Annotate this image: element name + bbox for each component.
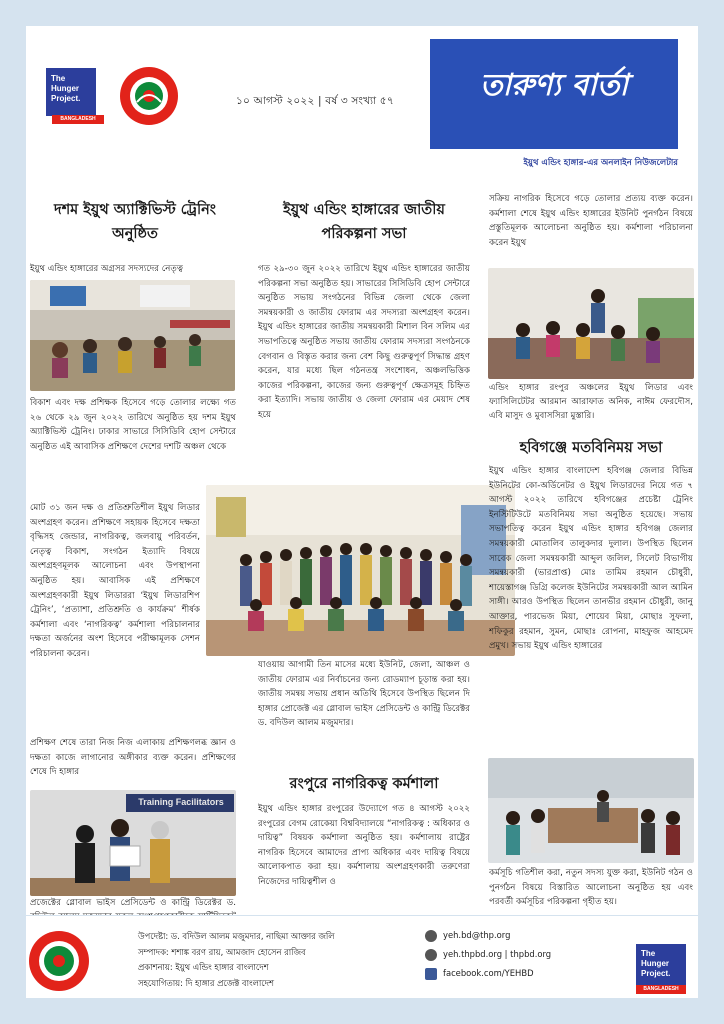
logo-country: BANGLADESH — [52, 115, 104, 124]
email-icon — [425, 930, 437, 942]
issue-line: ১০ আগস্ট ২০২২ | বর্ষ ৩ সংখ্যা ৫৭ — [236, 95, 394, 107]
article1-lead: ইয়ুথ এন্ডিং হাঙ্গারের অগ্রসর সদস্যদের নেতৃত্ব — [30, 264, 183, 274]
logo-line: The — [641, 949, 656, 958]
article5-body: ইয়ুথ এন্ডিং হাঙ্গার রংপুরের উদ্যোগে গত ৪ আগস্ট ২০২২ রংপুরের বেগম রোকেয়া বিশ্ববিদ্যালয়ে “নাগরিকত্ব : অধিকার ও দায়িত্ব” বিষয়ক কর্মশালা অনুষ্ঠিত হয়। কর্মশালায় রাষ্ট্রের নাগরিক হিসেবে আমাদের প্রাপ্য অধিকার এবং দায়িত্ব বিষয়ে আলোকপাত করা হয়। কর্মশালায় অংশগ্রহণকারী তরুণেরা নিজেদের দায়িত্বশীল ও — [258, 804, 470, 887]
article2-continued: যাওয়ায় আগামী তিন মাসের মধ্যে ইউনিট, জেলা, আঞ্চল ও জাতীয় ফোরাম এর নির্বাচনের জন্য রোডম্যাপ চূড়ান্ত করা হয়। জাতীয় সমন্বয় সভায় প্রধান অতিথি হিসেবে উপস্থিত ছিলেন দি হাঙ্গার প্রোজেক্ট এর গ্লোবাল ভাইস প্রেসিডেন্ট ও কান্ট্রি ডিরেক্টর ড. বদিউল আলম মজুমদার। — [258, 660, 470, 729]
article1-para3: প্রশিক্ষণ শেষে তারা নিজ নিজ এলাকায় প্রশিক্ষণলব্ধ জ্ঞান ও দক্ষতা কাজে লাগানোর অঙ্গীকার ব্যক্ত করেন। প্রশিক্ষণের শেষে দি হাঙ্গার — [30, 738, 236, 778]
facebook-icon — [425, 968, 437, 980]
logo-line: Hunger — [641, 959, 669, 968]
group-photo — [206, 485, 515, 656]
footer — [26, 915, 698, 997]
article2-title: ইয়ুথ এন্ডিং হাঙ্গারের জাতীয় পরিকল্পনা সভা — [283, 202, 445, 242]
article1-para1: বিকাশ এবং দক্ষ প্রশিক্ষক হিসেবে গড়ে তোলার লক্ষ্যে গত ২৬ থেকে ২৯ জুন ২০২২ তারিখে অনুষ্ঠিত হয় দশম ইয়ুথ অ্যাক্টিভিস্ট ট্রেনিং। ঢাকার সাভারে সিসিডিবি হোপ সেন্টারে অনুষ্ঠিত এই আবাসিক প্রশিক্ষণে দেশের দশটি অঞ্চল থেকে — [30, 398, 236, 452]
youth-ending-hunger-logo — [119, 66, 179, 126]
newsletter-page — [26, 26, 698, 998]
article4-body: ইয়ুথ এন্ডিং হাঙ্গার বাংলাদেশ হবিগঞ্জ জেলার বিভিন্ন ইউনিটের কো-অর্ডিনেটর ও ইয়ুথ লিডারদের নিয়ে গত ৭ আগস্ট ২০২২ তারিখে হবিগঞ্জের প্রচেষ্টা ট্রেনিং ইনস্টিটিউটে মতবিনিময় সভা অনুষ্ঠিত হয়েছে। সভায় সভাপতিত্ব করেন ইয়ুথ এন্ডিং হাঙ্গার হবিগঞ্জ জেলার সমন্বয়কারী মোতালিব তালুকদার দুলাল। উপস্থিত ছিলেন সাবেক জেলা সমন্বয়কারী আব্দুল জলিল, সিলেট বিভাগীয় সমন্বয়কারী (ভারপ্রাপ্ত) মোঃ তামিম রহমান চৌধুরী, শায়েস্তাগঞ্জ ডিগ্রি কলেজ ইউনিটের সমন্বয়কারী আল আমিন সাঙ্গী। আরও উপস্থিত ছিলেন তানভীর রহমান চৌধুরী, জানু আক্তার, পারভেজ মিয়া, শোয়েব মিয়া, মোছাঃ সুফলা, শফিকুর রহমান, সুমন, মোছাঃ রোপনা, মাহফুজ আহমেদ প্রমুখ। সভায় ইয়ুথ এন্ডিং হাঙ্গারের — [489, 466, 693, 652]
logo-line: The — [51, 74, 66, 83]
hunger-project-logo — [46, 68, 96, 122]
habiganj-meeting-photo — [488, 758, 694, 863]
article2-body: গত ২৯-৩০ জুন ২০২২ তারিখে ইয়ুথ এন্ডিং হাঙ্গারের জাতীয় পরিকল্পনা সভা অনুষ্ঠিত হয়। সাভারের সিসিডিবি হোপ সেন্টারে অনুষ্ঠিত সভায় সংগঠনের বিভিন্ন জেলা থেকে জেলা সমন্বয়কারী ও জাতীয় ফোরাম এর সদস্যরা অংশগ্রহণ করেন। ইয়ুথ এন্ডিং হাঙ্গারের জাতীয় সমন্বয়কারী মিশাল বিন সলিম এর সভাপতিত্বে অনুষ্ঠিত সভায় জাতীয় ফোরাম সদস্যরা সংগঠনকে বেগবান ও বিস্তৃত করার জন্য বেশ কিছু গুরুত্বপূর্ণ সিদ্ধান্ত গ্রহণ করেন, যার মধ্যে ছিল গঠনতন্ত্র সংশোধন, অঞ্চলভিত্তিক কাজের পরিকল্পনা, কাজের জন্য গুরুত্বপূর্ণ ক্ষেত্রসমূহ চিহ্নিত করা ইত্যাদি। সভায় জাতীয় ও জেলা ফোরাম এর মেয়াদ শেষ হয়ে — [258, 264, 470, 420]
certificate-photo — [30, 790, 236, 896]
logo-line: Project. — [51, 94, 81, 103]
newsletter-title-box — [430, 39, 678, 149]
publisher-line: প্রকাশনায়: ইয়ুথ এন্ডিং হাঙ্গার বাংলাদেশ — [138, 962, 269, 972]
article1-para2: মোট ৩১ জন দক্ষ ও প্রতিশ্রুতিশীল ইয়ুথ লিডার অংশগ্রহণ করেন। প্রশিক্ষণে সহায়ক হিসেবে দক্ষতা বৃদ্ধিসহ জেন্ডার, নাগরিকত্ব, জলবায়ু পরিবর্তন, নেতৃত্ব বিকাশ, সংগঠন ইত্যাদি বিষয়ে অংশগ্রহণমূলক আলোচনা এবং উপস্থাপনা অনুষ্ঠিত হয়। আবাসিক এই প্রশিক্ষণে অংশগ্রহণকারী ইয়ুথ লিডাররা ‘ইয়ুথ লিডারশিপ ট্রেনিং’, ‘প্রত্যাশা, প্রতিশ্রুতি ও কার্যক্রম’ শীর্ষক কর্মশালা এবং ‘নাগরিকত্ব’ কর্মশালা পরিচালনার দক্ষতা অর্জনের অংশ হিসেবে পরীক্ষামূলক সেশন পরিচালনা করেন। — [30, 503, 200, 659]
editor-line: সম্পাদক: শশাঙ্ক বরণ রায়, আমজাদ হোসেন রাজিব — [138, 946, 306, 957]
article1-caption: প্রজেক্টের গ্লোবাল ভাইস প্রেসিডেন্ট ও কান্ট্রি ডিরেক্টর ড. — [30, 898, 236, 908]
banner-text: Training Facilitators — [138, 797, 224, 807]
footer-credits — [138, 929, 335, 991]
article3-caption: এন্ডিং হাঙ্গার রংপুর অঞ্চলের ইয়ুথ লিডার এবং ফ্যাসিলিটেটর আরমান আরাফাত অনিক, নাঈম ফেরদৌস, এবি মাসুদ ও মুবাসসিরা মুস্তারি। — [489, 383, 693, 421]
newsletter-title: তারুণ্য বার্তা — [479, 68, 629, 103]
facebook-link[interactable]: facebook.com/YEHBD — [443, 968, 534, 978]
logo-line: Project. — [641, 969, 671, 978]
footer-thp-logo — [636, 944, 686, 992]
globe-icon — [425, 949, 437, 961]
web-link[interactable]: yeh.thpbd.org | thpbd.org — [443, 949, 552, 959]
article5-title: রংপুরে নাগরিকত্ব কর্মশালা — [289, 776, 439, 792]
training-photo-1 — [30, 280, 235, 391]
masthead — [26, 26, 698, 186]
rangpur-workshop-photo — [488, 268, 694, 379]
logo-country: BANGLADESH — [636, 985, 686, 994]
footer-contact — [425, 926, 551, 983]
tagline: ইয়ুথ এন্ডিং হাঙ্গার-এর অনলাইন নিউজলেটার — [523, 158, 678, 168]
logo-line: Hunger — [51, 84, 79, 93]
article4-title: হবিগঞ্জে মতবিনিময় সভা — [519, 440, 663, 456]
footer-yeh-logo — [28, 930, 90, 992]
article4-continued: কর্মসূচি গতিশীল করা, নতুন সদস্য যুক্ত করা, ইউনিট গঠন ও পুনর্গঠন বিষয়ে বিস্তারিত আলোচনা অনুষ্ঠিত হয় এবং পরবর্তী কর্মসূচির পরিকল্পনা গৃহীত হয়। — [489, 868, 693, 908]
support-line: সহযোগিতায়: দি হাঙ্গার প্রজেক্ট বাংলাদেশ — [138, 977, 275, 988]
advisor-line: উপদেষ্টা: ড. বদিউল আলম মজুমদার, নাছিমা আক্তার জলি — [138, 931, 335, 941]
article3-intro: সক্রিয় নাগরিক হিসেবে গড়ে তোলার প্রত্যয় ব্যক্ত করেন। কর্মশালা শেষে ইয়ুথ এন্ডিং হাঙ্গারের ইউনিট পুনর্গঠন বিষয়ে প্রস্তুতিমূলক আলোচনা অনুষ্ঠিত হয়। কর্মশালা পরিচালনা করেন ইয়ুথ — [489, 194, 693, 248]
email-link[interactable]: yeh.bd@thp.org — [443, 930, 511, 940]
article1-title: দশম ইয়ুথ অ্যাক্টিভিস্ট ট্রেনিং অনুষ্ঠিত — [53, 202, 217, 242]
